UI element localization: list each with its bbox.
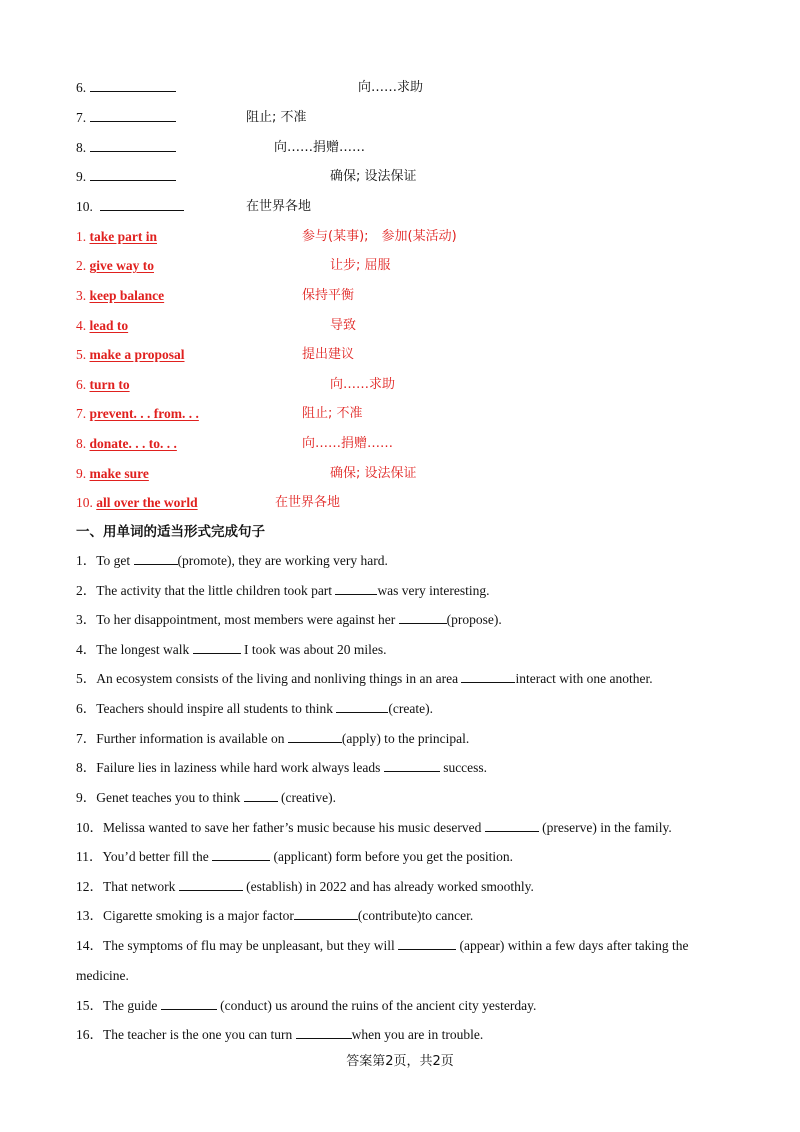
answer-blank[interactable] <box>296 1026 352 1039</box>
sentence-text: was very interesting. <box>377 583 490 598</box>
sentence-5 <box>76 670 653 688</box>
item-number: 7. <box>76 110 87 125</box>
sentence-14 <box>76 937 688 955</box>
answer-blank[interactable] <box>179 878 243 891</box>
answer-number: 9. <box>76 466 87 481</box>
answer-number: 3. <box>76 288 87 303</box>
answer-blank[interactable] <box>399 611 447 624</box>
sentence-text: Teachers should inspire all students to think <box>96 701 337 716</box>
section-title: 一、用单词的适当形式完成句子 <box>76 524 265 540</box>
sentence-text: (preserve) in the family. <box>538 820 672 835</box>
answer-item-7 <box>76 405 199 423</box>
answer-blank[interactable] <box>100 198 184 211</box>
answer-meaning: 向……捐赠…… <box>302 436 394 451</box>
sentence-text: Cigarette smoking is a major factor <box>103 908 294 923</box>
answer-blank[interactable] <box>90 109 176 122</box>
answer-number: 7. <box>76 406 87 421</box>
sentence-number: 16． <box>76 1027 103 1042</box>
sentence-text: (promote), they are working very hard. <box>177 553 388 568</box>
sentence-text: (apply) to the principal. <box>341 731 470 746</box>
sentence-text: An ecosystem consists of the living and nonliving things in an area <box>96 671 462 686</box>
answer-number: 10. <box>76 495 93 510</box>
sentence-text: interact with one another. <box>515 671 653 686</box>
sentence-text: The guide <box>103 998 161 1013</box>
item-meaning: 在世界各地 <box>246 199 312 214</box>
sentence-15 <box>76 997 536 1015</box>
item-meaning: 确保; 设法保证 <box>330 169 417 184</box>
sentence-number: 1． <box>76 553 97 568</box>
item-number: 6. <box>76 80 87 95</box>
blank-item-7 <box>76 109 176 127</box>
answer-blank[interactable] <box>288 730 342 743</box>
answer-blank[interactable] <box>244 789 278 802</box>
answer-blank[interactable] <box>90 79 176 92</box>
sentence-text: To her disappointment, most members were against her <box>96 612 399 627</box>
sentence-number: 10． <box>76 820 103 835</box>
sentence-text: That network <box>103 879 179 894</box>
item-number: 10. <box>76 199 93 214</box>
answer-item-3 <box>76 287 164 305</box>
blank-item-10 <box>76 198 184 216</box>
sentence-text: success. <box>439 760 488 775</box>
sentence-text: (conduct) us around the ruins of the ancient city yesterday. <box>216 998 537 1013</box>
answer-meaning: 阻止; 不准 <box>302 406 363 421</box>
sentence-number: 7． <box>76 731 97 746</box>
sentence-number: 12． <box>76 879 103 894</box>
answer-phrase: make sure <box>89 466 149 481</box>
blank-item-6 <box>76 79 176 97</box>
sentence-number: 3． <box>76 612 97 627</box>
sentence-1 <box>76 552 388 570</box>
answer-blank[interactable] <box>90 168 176 181</box>
answer-meaning: 让步; 屈服 <box>330 258 391 273</box>
sentence-6 <box>76 700 433 718</box>
sentence-11 <box>76 848 513 866</box>
sentence-9 <box>76 789 336 807</box>
answer-number: 5. <box>76 347 87 362</box>
answer-item-5 <box>76 346 185 364</box>
answer-item-2 <box>76 257 154 275</box>
sentence-number: 14． <box>76 938 103 953</box>
answer-number: 4. <box>76 318 87 333</box>
sentence-text: I took was about 20 miles. <box>240 642 387 657</box>
sentence-text: (establish) in 2022 and has already worked smoothly. <box>242 879 534 894</box>
sentence-number: 13． <box>76 908 103 923</box>
answer-phrase: turn to <box>89 377 130 392</box>
answer-blank[interactable] <box>384 759 440 772</box>
answer-number: 2. <box>76 258 87 273</box>
answer-item-1 <box>76 228 157 246</box>
sentence-text: To get <box>96 553 134 568</box>
sentence-2 <box>76 582 490 600</box>
sentence-text: (appear) within a few days after taking the <box>456 938 689 953</box>
sentence-number: 2． <box>76 583 97 598</box>
blank-item-8 <box>76 139 176 157</box>
sentence-text: The longest walk <box>96 642 193 657</box>
item-meaning: 向……捐赠…… <box>274 140 366 155</box>
sentence-10 <box>76 819 672 837</box>
sentence-number: 6． <box>76 701 97 716</box>
answer-meaning: 导致 <box>330 318 357 333</box>
sentence-text: You’d better fill the <box>102 849 213 864</box>
sentence-number: 11． <box>76 849 103 864</box>
sentence-text: when you are in trouble. <box>351 1027 484 1042</box>
sentence-16 <box>76 1026 483 1044</box>
sentence-text: Melissa wanted to save her father’s music because his music deserved <box>103 820 485 835</box>
sentence-number: 8． <box>76 760 97 775</box>
answer-meaning: 提出建议 <box>302 347 355 362</box>
sentence-text: (contribute)to cancer. <box>357 908 474 923</box>
answer-meaning: 确保; 设法保证 <box>330 466 417 481</box>
answer-number: 1. <box>76 229 87 244</box>
answer-phrase: take part in <box>89 229 157 244</box>
item-meaning: 向……求助 <box>358 80 424 95</box>
answer-blank[interactable] <box>461 670 515 683</box>
sentence-8 <box>76 759 487 777</box>
answer-meaning: 参与(某事); 参加(某活动) <box>302 229 457 244</box>
sentence-text: Genet teaches you to think <box>96 790 244 805</box>
page-footer: 答案第2页，共2页 <box>346 1054 454 1069</box>
sentence-13 <box>76 907 473 925</box>
answer-item-6 <box>76 376 130 394</box>
answer-phrase: give way to <box>89 258 154 273</box>
sentence-number: 15． <box>76 998 103 1013</box>
answer-meaning: 向……求助 <box>330 377 396 392</box>
answer-phrase: prevent. . . from. . . <box>89 406 199 421</box>
sentence-text: (create). <box>388 701 433 716</box>
answer-number: 6. <box>76 377 87 392</box>
answer-item-8 <box>76 435 177 453</box>
answer-phrase: donate. . . to. . . <box>89 436 177 451</box>
sentence-number: 4． <box>76 642 97 657</box>
answer-blank[interactable] <box>336 700 388 713</box>
sentence-14-continuation: medicine. <box>76 968 129 983</box>
answer-meaning: 在世界各地 <box>275 495 341 510</box>
answer-number: 8. <box>76 436 87 451</box>
sentence-number: 5． <box>76 671 97 686</box>
sentence-text: Further information is available on <box>96 731 288 746</box>
sentence-text: (applicant) form before you get the position. <box>270 849 514 864</box>
sentence-number: 9． <box>76 790 97 805</box>
blank-item-9 <box>76 168 176 186</box>
answer-blank[interactable] <box>90 139 176 152</box>
answer-blank[interactable] <box>212 848 270 861</box>
answer-meaning: 保持平衡 <box>302 288 355 303</box>
answer-phrase: lead to <box>89 318 129 333</box>
sentence-4 <box>76 641 386 659</box>
answer-item-9 <box>76 465 149 483</box>
item-number: 8. <box>76 140 87 155</box>
item-number: 9. <box>76 169 87 184</box>
answer-item-4 <box>76 317 128 335</box>
answer-blank[interactable] <box>335 582 377 595</box>
sentence-text: (propose). <box>446 612 502 627</box>
answer-phrase: keep balance <box>89 288 165 303</box>
sentence-text: The activity that the little children took part <box>96 583 336 598</box>
sentence-text: The teacher is the one you can turn <box>103 1027 296 1042</box>
answer-blank[interactable] <box>294 907 358 920</box>
sentence-text: Failure lies in laziness while hard work always leads <box>96 760 384 775</box>
answer-phrase: all over the world <box>96 495 198 510</box>
sentence-7 <box>76 730 469 748</box>
answer-item-10 <box>76 494 198 512</box>
answer-blank[interactable] <box>161 997 217 1010</box>
answer-blank[interactable] <box>134 552 178 565</box>
answer-blank[interactable] <box>193 641 241 654</box>
item-meaning: 阻止; 不准 <box>246 110 307 125</box>
sentence-text: The symptoms of flu may be unpleasant, but they will <box>103 938 399 953</box>
sentence-3 <box>76 611 502 629</box>
answer-blank[interactable] <box>398 937 456 950</box>
answer-blank[interactable] <box>485 819 539 832</box>
sentence-12 <box>76 878 534 896</box>
sentence-text: (creative). <box>277 790 337 805</box>
answer-phrase: make a proposal <box>89 347 185 362</box>
